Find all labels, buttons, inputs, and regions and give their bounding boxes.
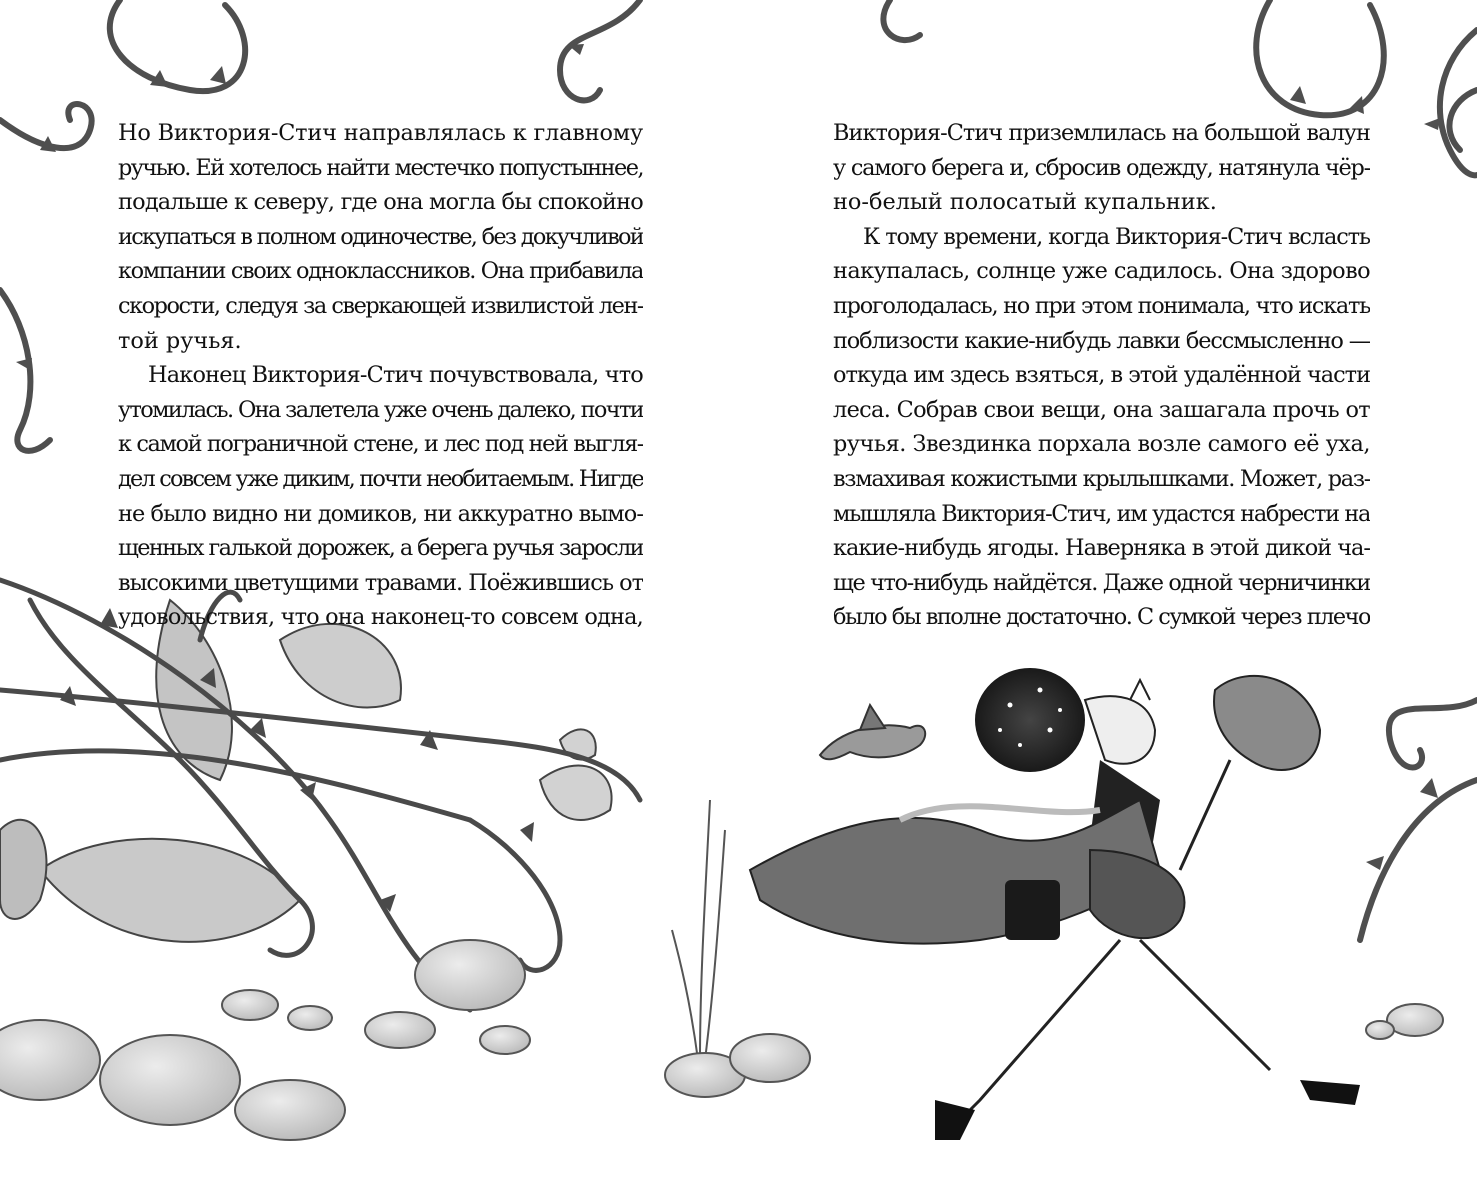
text-line: удовольствия, что она наконец-то совсем одна, xyxy=(118,604,643,631)
text-line: ручья. Звездинка порхала возле самого её уха, xyxy=(833,431,1370,458)
text-line: не было видно ни домиков, ни аккуратно вымо- xyxy=(118,500,643,527)
left-page xyxy=(0,0,738,1182)
right-page-text xyxy=(833,116,1370,635)
text-line: Но Виктория-Стич направлялась к главному xyxy=(118,120,643,146)
right-page xyxy=(739,0,1477,1182)
text-line: у самого берега и, сбросив одежду, натянула чёр- xyxy=(833,154,1370,181)
text-line: искупаться в полном одиночестве, без докучливой xyxy=(118,223,643,250)
text-line: той ручья. xyxy=(118,327,242,354)
text-line: щенных галькой дорожек, а берега ручья заросли xyxy=(118,535,643,562)
text-line: компании своих одноклассников. Она прибавила xyxy=(118,258,643,285)
text-line: высокими цветущими травами. Поёжившись от xyxy=(118,569,643,596)
text-line: поблизости какие-нибудь лавки бессмысленно — xyxy=(833,327,1370,354)
text-line: К тому времени, когда Виктория-Стич всласть xyxy=(863,223,1370,250)
text-line: Виктория-Стич приземлилась на большой валун xyxy=(833,120,1370,146)
text-line: но-белый полосатый купальник. xyxy=(833,189,1217,216)
text-line: скорости, следуя за сверкающей извилистой лен- xyxy=(118,292,643,319)
text-line: накупалась, солнце уже садилось. Она здорово xyxy=(833,258,1370,285)
text-line: какие-нибудь ягоды. Наверняка в этой дикой ча- xyxy=(833,535,1370,562)
text-line: утомилась. Она залетела уже очень далеко, почти xyxy=(118,396,643,423)
left-page-text xyxy=(118,116,643,635)
text-line: мышляла Виктория-Стич, им удастся набрести на xyxy=(833,500,1370,527)
text-line: подальше к северу, где она могла бы спокойно xyxy=(118,189,643,216)
text-line: дел совсем уже диким, почти необитаемым. Нигде xyxy=(118,465,643,492)
text-line: ще что-нибудь найдётся. Даже одной черничинки xyxy=(833,569,1370,596)
text-line: было бы вполне достаточно. С сумкой через плечо xyxy=(833,604,1370,631)
text-line: к самой пограничной стене, и лес под ней выгля- xyxy=(118,431,643,458)
text-line: откуда им здесь взяться, в этой удалённой части xyxy=(833,362,1370,389)
text-line: Наконец Виктория-Стич почувствовала, что xyxy=(148,362,643,389)
text-line: ручью. Ей хотелось найти местечко попустыннее, xyxy=(118,154,643,181)
text-line: леса. Собрав свои вещи, она зашагала прочь от xyxy=(833,396,1370,423)
text-line: проголодалась, но при этом понимала, что искать xyxy=(833,292,1370,319)
text-line: взмахивая кожистыми крылышками. Может, раз- xyxy=(833,465,1370,492)
